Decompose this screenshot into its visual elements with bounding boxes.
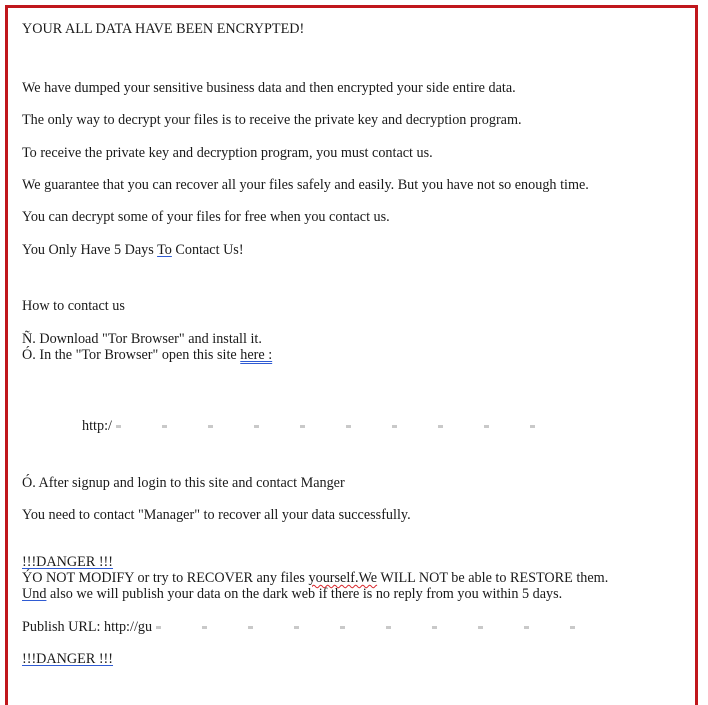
step-signup-login: Ó. After signup and login to this site and contact Manger [22, 475, 345, 491]
paragraph-guarantee: We guarantee that you can recover all your files safely and easily. But you have not so enough time. [22, 177, 589, 193]
warning-do-not-modify [22, 570, 608, 586]
warning-publish-data [22, 586, 562, 602]
how-to-contact-heading: How to contact us [22, 298, 125, 314]
will-not-restore-text: WILL NOT be able to RESTORE them. [377, 570, 609, 586]
paragraph-decrypt-free: You can decrypt some of your files for free when you contact us. [22, 209, 390, 225]
onion-url-line [82, 418, 536, 434]
step-download-tor: Ñ. Download "Tor Browser" and install it. [22, 331, 262, 347]
paragraph-five-days [22, 242, 244, 258]
redacted-onion-url [116, 425, 536, 428]
paragraph-contact-manager: You need to contact "Manager" to recover all your data successfully. [22, 507, 411, 523]
paragraph-must-contact: To receive the private key and decryption program, you must contact us. [22, 145, 433, 161]
und-word-flagged: Und [22, 586, 47, 602]
redacted-publish-url [156, 626, 596, 629]
to-word-flagged: To [157, 242, 172, 258]
paragraph-dumped-data: We have dumped your sensitive business data and then encrypted your side entire data. [22, 80, 516, 96]
step-open-site [22, 347, 272, 363]
publish-url-line [22, 619, 596, 635]
five-days-text-end: Contact Us! [171, 242, 244, 258]
paragraph-only-way: The only way to decrypt your files is to receive the private key and decryption program. [22, 112, 522, 128]
open-site-text: Ó. In the "Tor Browser" open this site [22, 347, 241, 363]
here-link[interactable]: here : [240, 347, 273, 363]
onion-url-prefix: http:/ [82, 418, 112, 434]
do-not-modify-text: ÝO NOT MODIFY or try to RECOVER any files [22, 570, 309, 586]
note-title: YOUR ALL DATA HAVE BEEN ENCRYPTED! [22, 21, 305, 37]
danger-heading: !!!DANGER !!! [22, 554, 114, 570]
publish-data-text: also we will publish your data on the dark web if there is no reply from you within 5 days. [46, 586, 563, 602]
yourself-word-flagged: yourself.We [308, 570, 378, 586]
publish-url-prefix: Publish URL: http://gu [22, 619, 153, 635]
danger-footer: !!!DANGER !!! [22, 651, 114, 667]
five-days-text-start: You Only Have 5 Days [22, 242, 158, 258]
ransom-note-frame [5, 5, 698, 705]
